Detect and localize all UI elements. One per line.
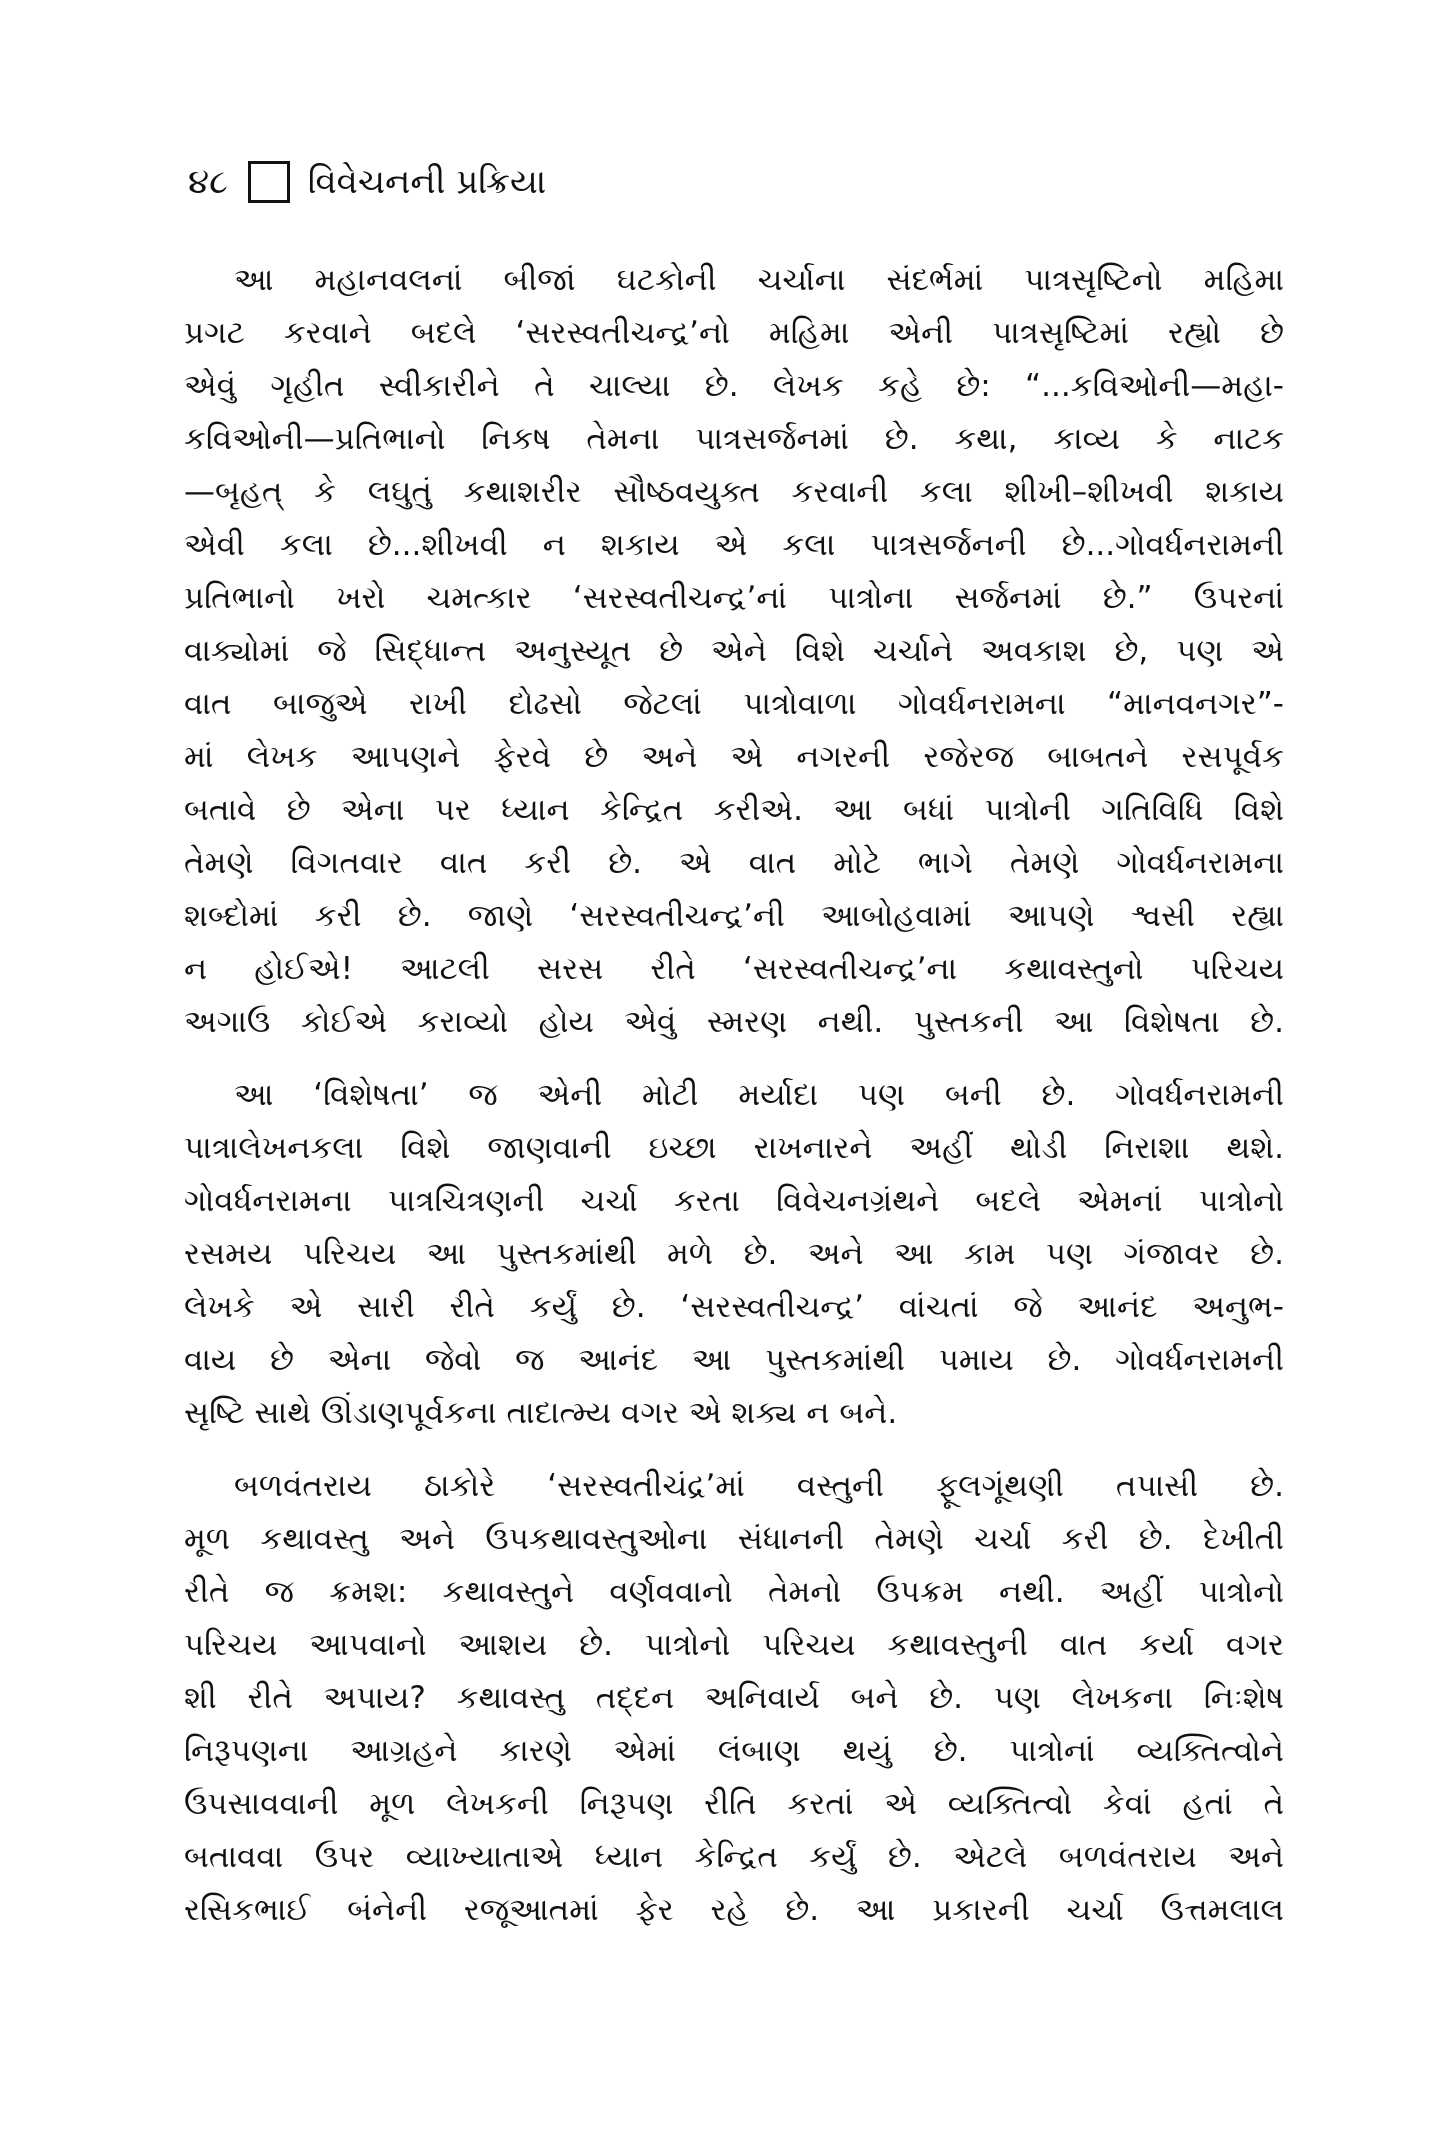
text-line: ઉપસાવવાની મૂળ લેખકની નિરૂપણ રીતિ કરતાં એ વ્યક્તિત્વો કેવાં હતાં તે bbox=[184, 1786, 1284, 1822]
text-line: પરિચય આપવાનો આશય છે. પાત્રોનો પરિચય કથાવસ્તુની વાત કર્યા વગર bbox=[184, 1627, 1284, 1663]
text-line: બતાવે છે એના પર ધ્યાન કેન્દ્રિત કરીએ. આ બધાં પાત્રોની ગતિવિધિ વિશે bbox=[184, 792, 1284, 828]
text-line: અગાઉ કોઈએ કરાવ્યો હોય એવું સ્મરણ નથી. પુસ્તકની આ વિશેષતા છે. bbox=[184, 1004, 1284, 1040]
text-line: માં લેખક આપણને ફેરવે છે અને એ નગરની રજેરજ બાબતને રસપૂર્વક bbox=[184, 739, 1284, 775]
paragraph-3 bbox=[184, 1460, 1284, 1937]
page-header bbox=[188, 150, 546, 214]
text-line: કવિઓની—પ્રતિભાનો નિકષ તેમના પાત્રસર્જનમાં છે. કથા, કાવ્ય કે નાટક bbox=[184, 421, 1284, 457]
text-line: લેખકે એ સારી રીતે કર્યું છે. ‘સરસ્વતીચન્દ્ર’ વાંચતાં જે આનંદ અનુભ- bbox=[184, 1289, 1284, 1325]
text-line: બતાવવા ઉપર વ્યાખ્યાતાએ ધ્યાન કેન્દ્રિત કર્યું છે. એટલે બળવંતરાય અને bbox=[184, 1839, 1284, 1875]
text-line: આ ‘વિશેષતા’ જ એની મોટી મર્યાદા પણ બની છે. ગોવર્ધનરામની bbox=[234, 1077, 1284, 1113]
page-number: ૪૮ bbox=[188, 162, 228, 202]
text-line: વાક્યોમાં જે સિદ્ધાન્ત અનુસ્યૂત છે એને વિશે ચર્ચાને અવકાશ છે, પણ એ bbox=[184, 633, 1284, 669]
text-line: તેમણે વિગતવાર વાત કરી છે. એ વાત મોટે ભાગે તેમણે ગોવર્ધનરામના bbox=[184, 845, 1284, 881]
paragraph-2 bbox=[184, 1069, 1284, 1440]
body-text bbox=[184, 254, 1284, 1937]
text-line: શબ્દોમાં કરી છે. જાણે ‘સરસ્વતીચન્દ્ર’ની આબોહવામાં આપણે શ્વસી રહ્યા bbox=[184, 898, 1284, 934]
text-line: પ્રગટ કરવાને બદલે ‘સરસ્વતીચન્દ્ર’નો મહિમા એની પાત્રસૃષ્ટિમાં રહ્યો છે bbox=[184, 315, 1284, 351]
text-line: વાય છે એના જેવો જ આનંદ આ પુસ્તકમાંથી પમાય છે. ગોવર્ધનરામની bbox=[184, 1342, 1284, 1378]
text-line: બળવંતરાય ઠાકોરે ‘સરસ્વતીચંદ્ર’માં વસ્તુની ફૂલગૂંથણી તપાસી છે. bbox=[234, 1468, 1284, 1504]
text-line: રસમય પરિચય આ પુસ્તકમાંથી મળે છે. અને આ કામ પણ ગંજાવર છે. bbox=[184, 1236, 1284, 1272]
text-line: આ મહાનવલનાં બીજાં ઘટકોની ચર્ચાના સંદર્ભમાં પાત્રસૃષ્ટિનો મહિમા bbox=[234, 262, 1284, 298]
text-line: ગોવર્ધનરામના પાત્રચિત્રણની ચર્ચા કરતા વિવેચનગ્રંથને બદલે એમનાં પાત્રોનો bbox=[184, 1183, 1284, 1219]
text-line: વાત બાજુએ રાખી દોઢસો જેટલાં પાત્રોવાળા ગોવર્ધનરામના “માનવનગર”- bbox=[184, 686, 1284, 722]
text-line: રસિકભાઈ બંનેની રજૂઆતમાં ફેર રહે છે. આ પ્રકારની ચર્ચા ઉત્તમલાલ bbox=[184, 1892, 1284, 1928]
text-line: નિરૂપણના આગ્રહને કારણે એમાં લંબાણ થયું છે. પાત્રોનાં વ્યક્તિત્વોને bbox=[184, 1733, 1284, 1769]
text-line: એવી કલા છે...શીખવી ન શકાય એ કલા પાત્રસર્જનની છે...ગોવર્ધનરામની bbox=[184, 527, 1284, 563]
text-line: મૂળ કથાવસ્તુ અને ઉપકથાવસ્તુઓના સંધાનની તેમણે ચર્ચા કરી છે. દેખીતી bbox=[184, 1521, 1284, 1557]
text-line: શી રીતે અપાય? કથાવસ્તુ તદ્દન અનિવાર્ય બને છે. પણ લેખકના નિઃશેષ bbox=[184, 1680, 1284, 1716]
text-line: એવું ગૃહીત સ્વીકારીને તે ચાલ્યા છે. લેખક કહે છે: “...કવિઓની—મહા- bbox=[184, 368, 1284, 404]
text-line: પ્રતિભાનો ખરો ચમત્કાર ‘સરસ્વતીચન્દ્ર’નાં પાત્રોના સર્જનમાં છે.” ઉપરનાં bbox=[184, 580, 1284, 616]
header-box-ornament bbox=[248, 161, 290, 203]
text-line: ન હોઈએ! આટલી સરસ રીતે ‘સરસ્વતીચન્દ્ર’ના કથાવસ્તુનો પરિચય bbox=[184, 951, 1284, 987]
text-line: સૃષ્ટિ સાથે ઊંડાણપૂર્વકના તાદાત્મ્ય વગર એ શક્ય ન બને. bbox=[184, 1395, 898, 1431]
text-line: —બૃહત્ કે લઘુતું કથાશરીર સૌષ્ઠવયુક્ત કરવાની કલા શીખી–શીખવી શકાય bbox=[184, 474, 1284, 510]
paragraph-1 bbox=[184, 254, 1284, 1049]
text-line: રીતે જ ક્રમશ: કથાવસ્તુને વર્ણવવાનો તેમનો ઉપક્રમ નથી. અહીં પાત્રોનો bbox=[184, 1574, 1284, 1610]
running-title: વિવેચનની પ્રક્રિયા bbox=[307, 162, 547, 202]
text-line: પાત્રાલેખનકલા વિશે જાણવાની ઇચ્છા રાખનારને અહીં થોડી નિરાશા થશે. bbox=[184, 1130, 1284, 1166]
